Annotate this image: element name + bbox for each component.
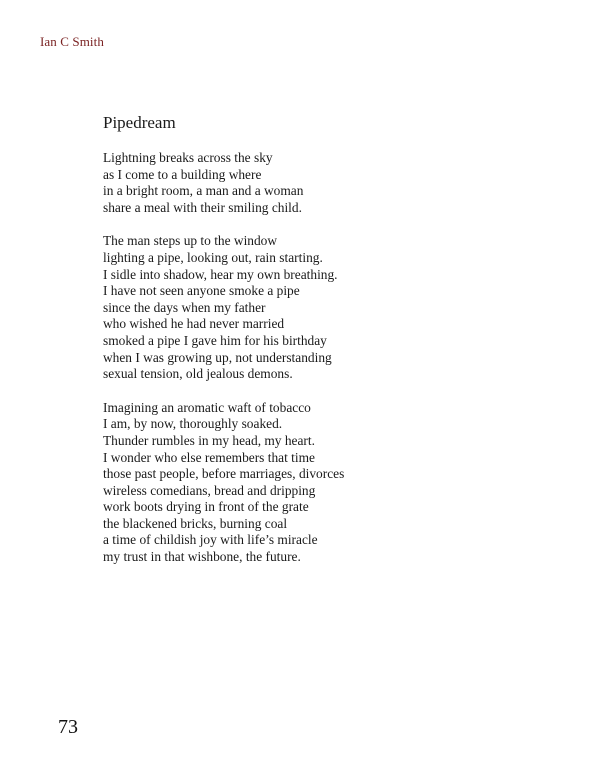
poem-line: sexual tension, old jealous demons. — [103, 366, 293, 382]
poem-line: those past people, before marriages, divorces — [103, 466, 345, 482]
poem-line: The man steps up to the window — [103, 233, 278, 249]
poem-line: the blackened bricks, burning coal — [103, 515, 288, 531]
poem-line: in a bright room, a man and a woman — [103, 183, 304, 199]
poem-line: Thunder rumbles in my head, my heart. — [103, 432, 315, 448]
poem-line: I sidle into shadow, hear my own breathing. — [103, 266, 338, 282]
poem-line: work boots drying in front of the grate — [103, 499, 309, 515]
poem-line: wireless comedians, bread and dripping — [103, 482, 316, 498]
poem-title: Pipedream — [103, 113, 176, 132]
poem-line: my trust in that wishbone, the future. — [103, 549, 301, 565]
poem-line: I have not seen anyone smoke a pipe — [103, 283, 300, 299]
poem-line: since the days when my father — [103, 299, 266, 315]
stanza-2 — [103, 233, 563, 382]
poem-line: share a meal with their smiling child. — [103, 199, 302, 215]
poem-line: Imagining an aromatic waft of tobacco — [103, 399, 311, 415]
page-number: 73 — [58, 716, 78, 738]
poem-line: Lightning breaks across the sky — [103, 150, 273, 165]
stanza-3 — [103, 400, 563, 566]
poem-line: I wonder who else remembers that time — [103, 449, 315, 465]
poem-line: as I come to a building where — [103, 166, 262, 182]
poem-line: who wished he had never married — [103, 316, 285, 332]
poem — [103, 112, 563, 583]
poem-line: smoked a pipe I gave him for his birthday — [103, 332, 327, 348]
poem-line: a time of childish joy with life’s miracle — [103, 532, 318, 548]
poem-line: when I was growing up, not understanding — [103, 349, 332, 365]
stanza-1 — [103, 150, 563, 216]
running-head-author: Ian C Smith — [40, 34, 104, 49]
poem-line: I am, by now, thoroughly soaked. — [103, 416, 283, 432]
poem-line: lighting a pipe, looking out, rain starting. — [103, 249, 323, 265]
